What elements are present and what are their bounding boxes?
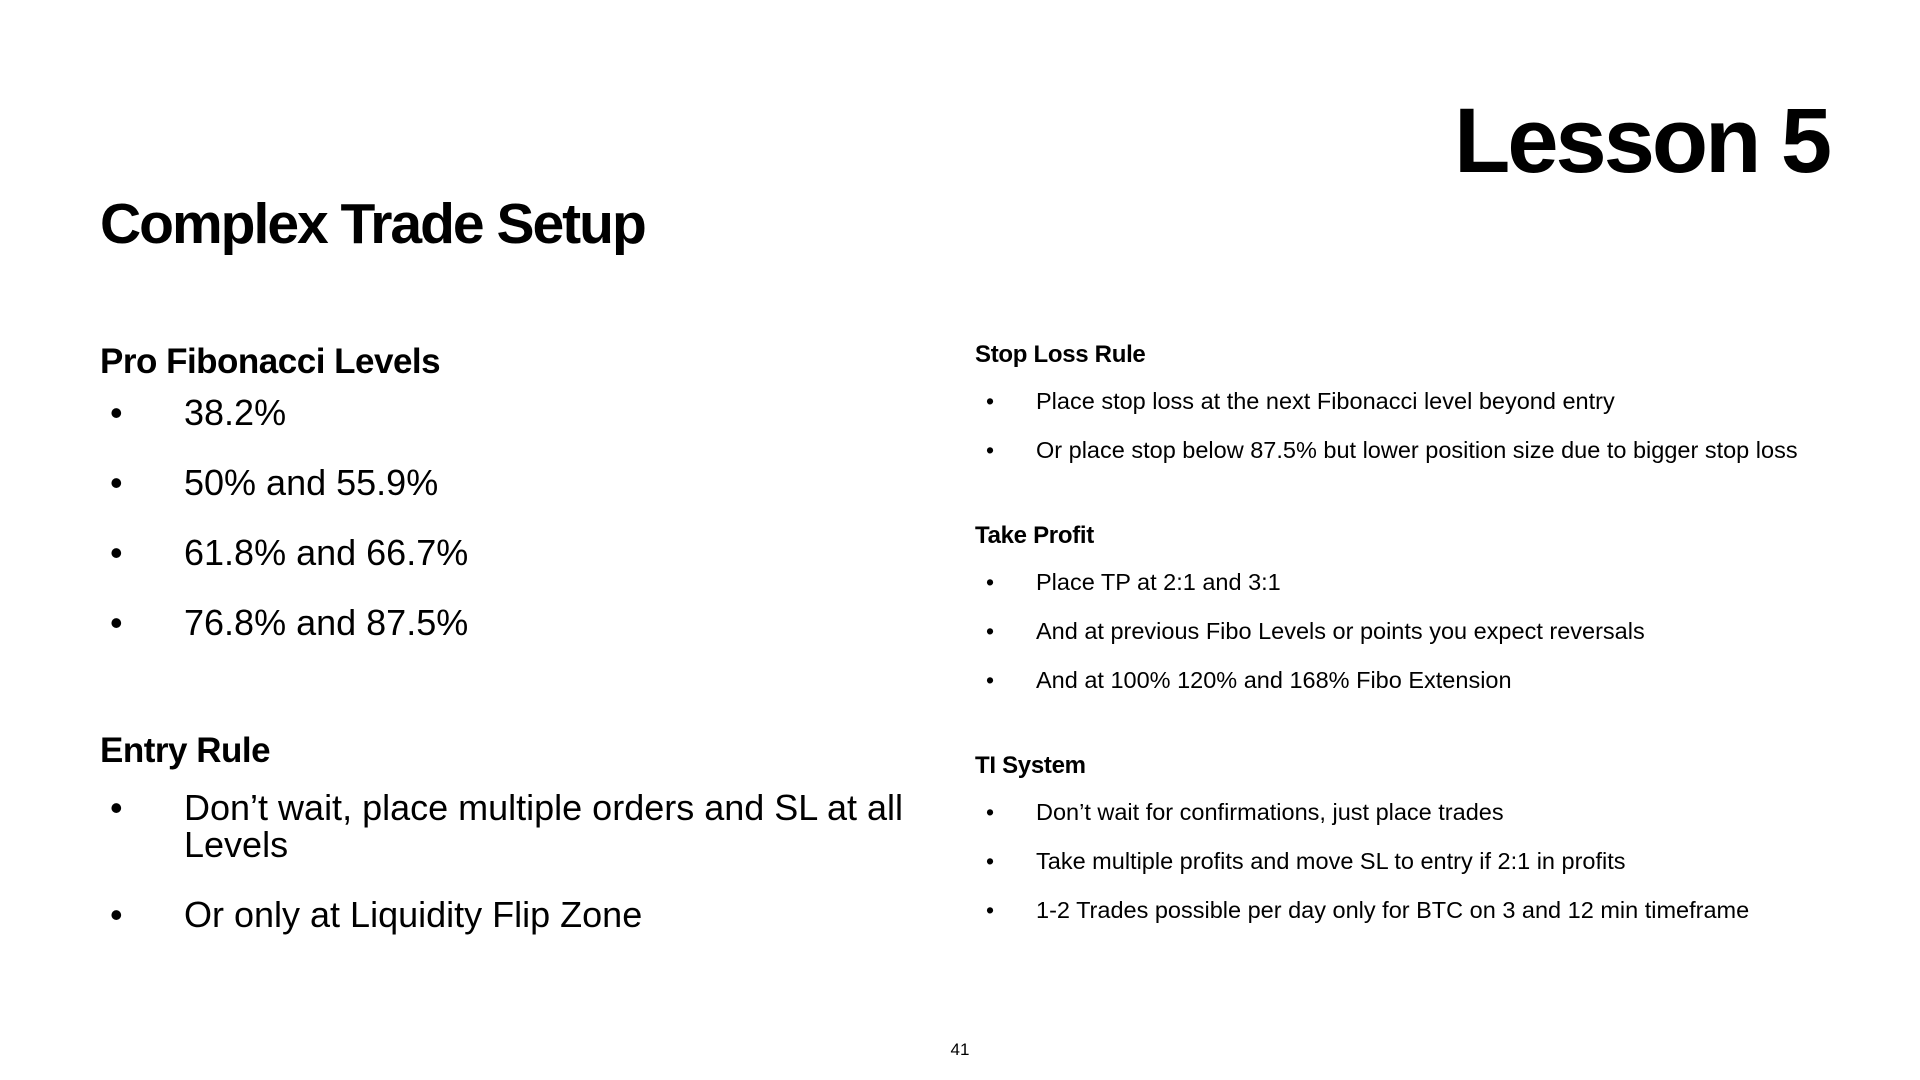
list-item bbox=[100, 789, 930, 863]
list-item-text: Take multiple profits and move SL to entry if 2:1 in profits bbox=[1036, 848, 1626, 874]
take-profit-heading: Take Profit bbox=[975, 522, 1094, 549]
bullet-icon: • bbox=[110, 894, 123, 935]
fibonacci-levels-list bbox=[100, 394, 930, 641]
list-item-text: 61.8% and 66.7% bbox=[184, 532, 469, 573]
list-item bbox=[975, 569, 1805, 595]
lesson-title: Lesson 5 bbox=[1454, 90, 1829, 192]
list-item-text: 76.8% and 87.5% bbox=[184, 602, 469, 643]
list-item bbox=[100, 534, 930, 571]
entry-rule-list bbox=[100, 789, 930, 933]
bullet-icon: • bbox=[986, 388, 995, 414]
list-item bbox=[100, 464, 930, 501]
list-item bbox=[975, 848, 1805, 874]
fibonacci-levels-heading: Pro Fibonacci Levels bbox=[100, 342, 441, 381]
take-profit-list bbox=[975, 569, 1805, 693]
entry-rule-heading: Entry Rule bbox=[100, 731, 271, 770]
list-item bbox=[100, 604, 930, 641]
list-item-text: And at previous Fibo Levels or points you expect reversals bbox=[1036, 618, 1645, 644]
bullet-icon: • bbox=[986, 848, 995, 874]
list-item bbox=[100, 896, 930, 933]
bullet-icon: • bbox=[986, 569, 995, 595]
bullet-icon: • bbox=[986, 799, 995, 825]
bullet-icon: • bbox=[110, 602, 123, 643]
stop-loss-list bbox=[975, 388, 1805, 463]
ti-system-section bbox=[975, 751, 1805, 923]
list-item-text: Place TP at 2:1 and 3:1 bbox=[1036, 569, 1281, 595]
list-item-text: 38.2% bbox=[184, 392, 287, 433]
list-item bbox=[100, 394, 930, 431]
list-item-text: 50% and 55.9% bbox=[184, 462, 439, 503]
list-item bbox=[975, 897, 1805, 923]
page-number: 41 bbox=[950, 1040, 970, 1059]
ti-system-list bbox=[975, 799, 1805, 923]
bullet-icon: • bbox=[986, 667, 995, 693]
bullet-icon: • bbox=[986, 437, 995, 463]
bullet-icon: • bbox=[110, 462, 123, 503]
list-item bbox=[975, 618, 1805, 644]
right-column bbox=[975, 340, 1805, 946]
left-column bbox=[100, 340, 930, 966]
take-profit-section bbox=[975, 521, 1805, 693]
list-item-text: And at 100% 120% and 168% Fibo Extension bbox=[1036, 667, 1512, 693]
ti-system-heading: TI System bbox=[975, 752, 1086, 779]
list-item bbox=[975, 388, 1805, 414]
page-title: Complex Trade Setup bbox=[100, 192, 645, 256]
bullet-icon: • bbox=[986, 618, 995, 644]
stop-loss-heading: Stop Loss Rule bbox=[975, 341, 1146, 368]
list-item bbox=[975, 667, 1805, 693]
list-item-text: Place stop loss at the next Fibonacci level beyond entry bbox=[1036, 388, 1615, 414]
bullet-icon: • bbox=[986, 897, 995, 923]
list-item-text: 1-2 Trades possible per day only for BTC on 3 and 12 min timeframe bbox=[1036, 897, 1750, 923]
list-item-text: Or place stop below 87.5% but lower position size due to bigger stop loss bbox=[1036, 437, 1798, 463]
entry-rule-section bbox=[100, 729, 930, 933]
stop-loss-section bbox=[975, 340, 1805, 463]
fibonacci-levels-section bbox=[100, 340, 930, 641]
bullet-icon: • bbox=[110, 787, 123, 828]
list-item-text: Don’t wait, place multiple orders and SL at all Levels bbox=[184, 787, 904, 865]
list-item-text: Or only at Liquidity Flip Zone bbox=[184, 894, 643, 935]
bullet-icon: • bbox=[110, 532, 123, 573]
list-item bbox=[975, 437, 1805, 463]
list-item-text: Don’t wait for confirmations, just place trades bbox=[1036, 799, 1504, 825]
bullet-icon: • bbox=[110, 392, 123, 433]
list-item bbox=[975, 799, 1805, 825]
